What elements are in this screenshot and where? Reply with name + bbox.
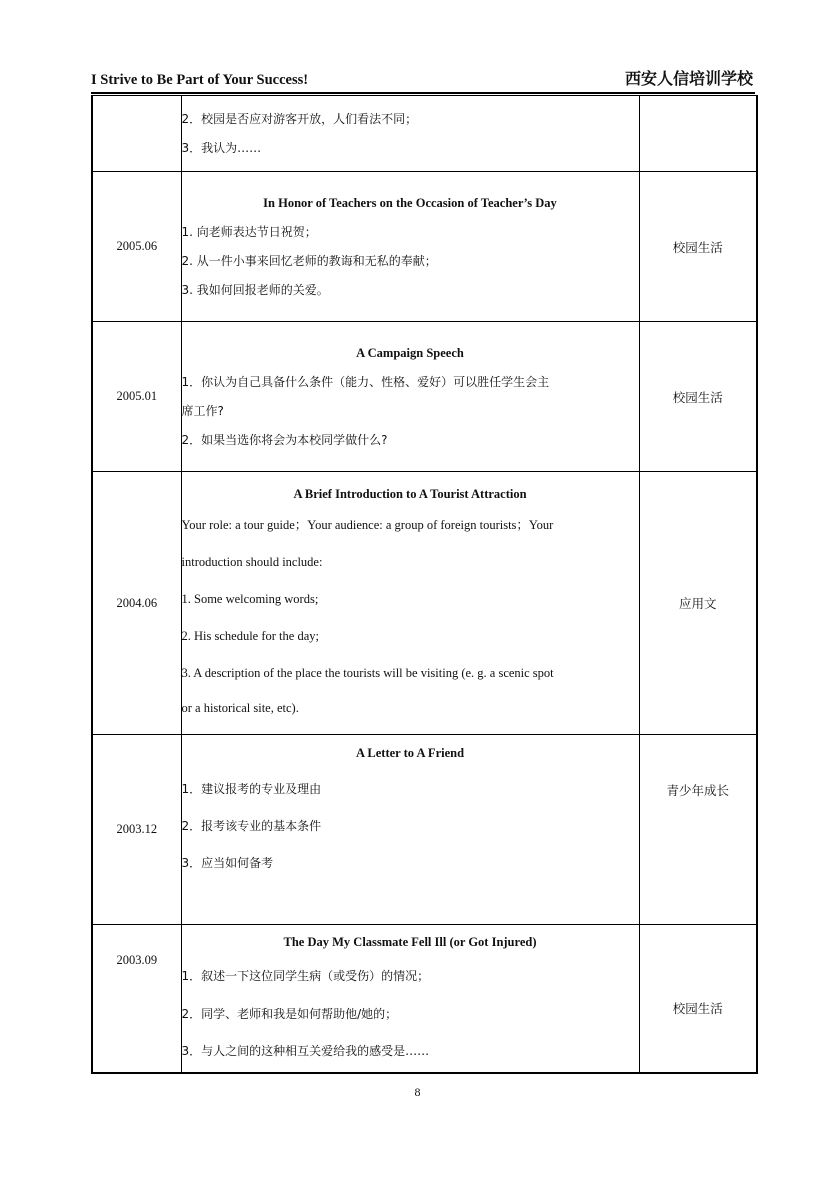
content-line: 3．我认为…… (181, 140, 262, 155)
row-date: 2003.09 (92, 925, 181, 1073)
row-category: 校园生活 (639, 925, 757, 1073)
row-content (181, 322, 639, 472)
content-line: 1．叙述一下这位同学生病（或受伤）的情况； (181, 969, 430, 984)
row-content (181, 96, 639, 172)
content-line: 3. A description of the place the tourists will be visiting (e. g. a scenic spot (181, 665, 554, 680)
content-line: 3. 我如何回报老师的关爱。 (181, 282, 329, 297)
row-category: 应用文 (639, 472, 757, 735)
row-date: 2005.06 (92, 172, 181, 322)
essay-topics-table (91, 95, 758, 1074)
row-date: 2004.06 (92, 472, 181, 735)
content-line: 2．校园是否应对游客开放，人们看法不同； (181, 111, 418, 126)
content-line: 席工作? (181, 403, 224, 418)
header-school-name: 西安人信培训学校 (624, 69, 753, 88)
table-row (92, 322, 757, 472)
row-content (181, 925, 639, 1073)
table-row (92, 472, 757, 735)
row-content (181, 472, 639, 735)
content-line: 1. Some welcoming words; (181, 591, 319, 606)
content-line: 1．建议报考的专业及理由 (181, 782, 322, 796)
topic-title: The Day My Classmate Fell Ill (or Got Injured) (283, 935, 537, 950)
table-row (92, 96, 757, 172)
page-header (91, 70, 755, 94)
content-line: 2. 从一件小事来回忆老师的教诲和无私的奉献； (181, 253, 437, 268)
content-line: 1．你认为自己具备什么条件（能力、性格、爱好）可以胜任学生会主 (181, 374, 550, 389)
row-category: 青少年成长 (639, 735, 757, 925)
content-line: 2．同学、老师和我是如何帮助他/她的； (181, 1007, 398, 1022)
topic-title: A Brief Introduction to A Tourist Attraction (293, 486, 527, 501)
content-line: 3．与人之间的这种相互关爱给我的感受是…… (181, 1044, 430, 1059)
content-line: 3．应当如何备考 (181, 856, 274, 870)
content-line: or a historical site, etc). (181, 700, 299, 715)
row-date (92, 96, 181, 172)
row-category (639, 96, 757, 172)
row-content (181, 735, 639, 925)
row-category: 校园生活 (639, 172, 757, 322)
content-line: introduction should include: (181, 554, 323, 569)
table-row (92, 735, 757, 925)
content-line: Your role: a tour guide；Your audience: a group of foreign tourists；Your (181, 517, 554, 532)
table-row (92, 172, 757, 322)
table-row (92, 925, 757, 1073)
row-content (181, 172, 639, 322)
row-date: 2005.01 (92, 322, 181, 472)
page-number: 8 (414, 1085, 421, 1099)
topic-title: A Letter to A Friend (355, 746, 465, 760)
header-slogan: I Strive to Be Part of Your Success! (91, 72, 309, 88)
content-line: 2. His schedule for the day; (181, 628, 319, 643)
content-line: 2．如果当选你将会为本校同学做什么? (181, 432, 388, 447)
content-line: 2．报考该专业的基本条件 (181, 819, 322, 833)
topic-title: A Campaign Speech (356, 345, 464, 360)
content-line: 1. 向老师表达节日祝贺； (181, 224, 317, 239)
row-date: 2003.12 (92, 735, 181, 925)
row-category: 校园生活 (639, 322, 757, 472)
topic-title: In Honor of Teachers on the Occasion of Teacher’s Day (263, 195, 557, 210)
